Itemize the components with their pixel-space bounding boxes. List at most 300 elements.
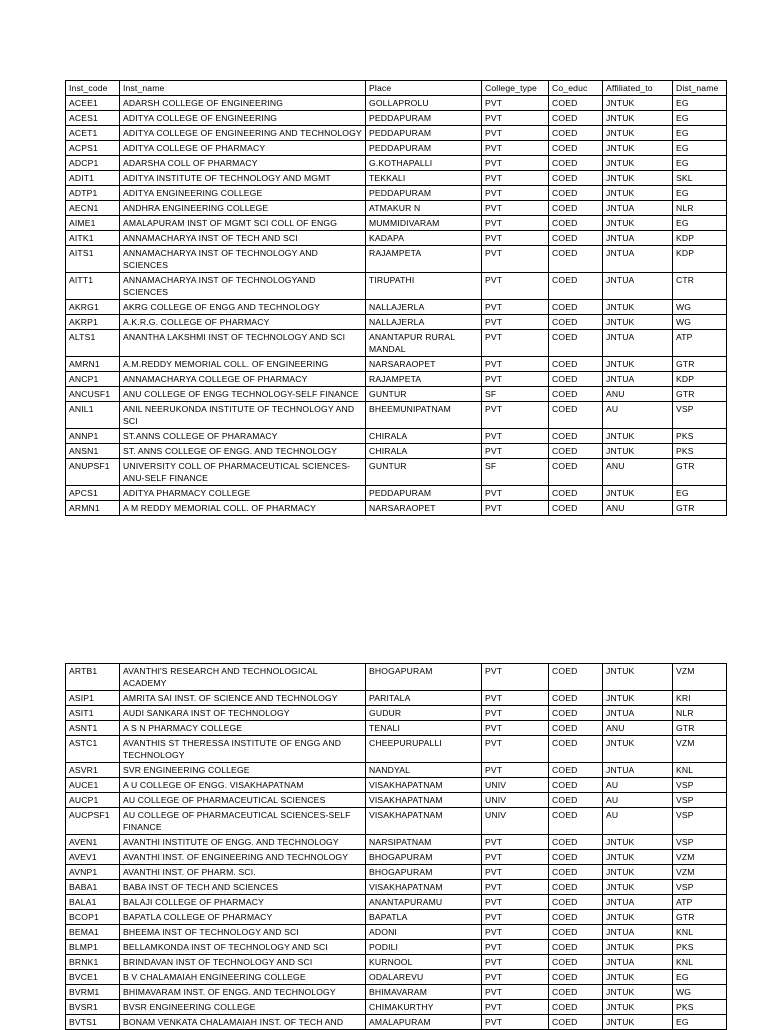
table-row (66, 835, 727, 850)
cell-place: VISAKHAPATNAM (366, 793, 482, 808)
header-college-type: College_type (482, 81, 549, 96)
cell-inst-code: ACPS1 (66, 141, 120, 156)
cell-co-educ: COED (549, 486, 603, 501)
cell-college-type: PVT (482, 835, 549, 850)
cell-dist-name: EG (673, 1015, 727, 1030)
cell-inst-code: ANCP1 (66, 372, 120, 387)
cell-affiliated-to: JNTUA (603, 246, 673, 273)
cell-affiliated-to: JNTUK (603, 910, 673, 925)
cell-place: CHIMAKURTHY (366, 1000, 482, 1015)
cell-place: PEDDAPURAM (366, 111, 482, 126)
cell-affiliated-to: JNTUK (603, 736, 673, 763)
cell-co-educ: COED (549, 186, 603, 201)
cell-inst-name: A.K.R.G. COLLEGE OF PHARMACY (120, 315, 366, 330)
cell-inst-name: ADITYA INSTITUTE OF TECHNOLOGY AND MGMT (120, 171, 366, 186)
table-row (66, 96, 727, 111)
cell-inst-code: AECN1 (66, 201, 120, 216)
cell-co-educ: COED (549, 444, 603, 459)
cell-inst-code: ASVR1 (66, 763, 120, 778)
cell-college-type: PVT (482, 865, 549, 880)
cell-co-educ: COED (549, 273, 603, 300)
table-row (66, 486, 727, 501)
cell-co-educ: COED (549, 357, 603, 372)
table-row (66, 910, 727, 925)
cell-college-type: PVT (482, 985, 549, 1000)
cell-inst-code: AUCP1 (66, 793, 120, 808)
cell-college-type: PVT (482, 880, 549, 895)
cell-co-educ: COED (549, 985, 603, 1000)
cell-inst-name: B V CHALAMAIAH ENGINEERING COLLEGE (120, 970, 366, 985)
cell-dist-name: VZM (673, 664, 727, 691)
table-row (66, 216, 727, 231)
cell-college-type: PVT (482, 1015, 549, 1030)
cell-place: CHIRALA (366, 429, 482, 444)
cell-inst-name: ANNAMACHARYA COLLEGE OF PHARMACY (120, 372, 366, 387)
table-row (66, 763, 727, 778)
cell-co-educ: COED (549, 315, 603, 330)
cell-place: BAPATLA (366, 910, 482, 925)
cell-affiliated-to: JNTUK (603, 315, 673, 330)
cell-place: BHOGAPURAM (366, 664, 482, 691)
header-inst-name: Inst_name (120, 81, 366, 96)
cell-dist-name: WG (673, 300, 727, 315)
cell-place: CHIRALA (366, 444, 482, 459)
cell-college-type: PVT (482, 246, 549, 273)
cell-inst-name: BHEEMA INST OF TECHNOLOGY AND SCI (120, 925, 366, 940)
cell-inst-code: AUCE1 (66, 778, 120, 793)
cell-inst-name: ANU COLLEGE OF ENGG TECHNOLOGY-SELF FINANCE (120, 387, 366, 402)
cell-dist-name: EG (673, 970, 727, 985)
cell-place: RAJAMPETA (366, 246, 482, 273)
cell-place: PEDDAPURAM (366, 186, 482, 201)
cell-college-type: PVT (482, 444, 549, 459)
table-row (66, 111, 727, 126)
cell-inst-name: BELLAMKONDA INST OF TECHNOLOGY AND SCI (120, 940, 366, 955)
cell-co-educ: COED (549, 1015, 603, 1030)
table-row (66, 357, 727, 372)
cell-place: VISAKHAPATNAM (366, 880, 482, 895)
cell-college-type: PVT (482, 910, 549, 925)
cell-college-type: PVT (482, 141, 549, 156)
cell-dist-name: EG (673, 111, 727, 126)
cell-affiliated-to: JNTUK (603, 1015, 673, 1030)
institutions-table-2 (65, 663, 727, 1030)
cell-college-type: PVT (482, 664, 549, 691)
table-row (66, 1015, 727, 1030)
cell-college-type: SF (482, 459, 549, 486)
cell-college-type: PVT (482, 955, 549, 970)
cell-affiliated-to: JNTUA (603, 372, 673, 387)
cell-college-type: PVT (482, 357, 549, 372)
table-row (66, 141, 727, 156)
cell-inst-name: BALAJI COLLEGE OF PHARMACY (120, 895, 366, 910)
cell-co-educ: COED (549, 201, 603, 216)
cell-college-type: PVT (482, 96, 549, 111)
cell-inst-code: AVEV1 (66, 850, 120, 865)
cell-inst-code: ACEE1 (66, 96, 120, 111)
cell-college-type: PVT (482, 111, 549, 126)
cell-inst-code: ASNT1 (66, 721, 120, 736)
cell-co-educ: COED (549, 850, 603, 865)
cell-place: G.KOTHAPALLI (366, 156, 482, 171)
cell-dist-name: GTR (673, 387, 727, 402)
cell-dist-name: NLR (673, 201, 727, 216)
cell-co-educ: COED (549, 126, 603, 141)
cell-inst-name: AVANTHIS ST THERESSA INSTITUTE OF ENGG AND TECHNOLOGY (120, 736, 366, 763)
cell-college-type: PVT (482, 156, 549, 171)
table-row (66, 955, 727, 970)
cell-inst-code: AITT1 (66, 273, 120, 300)
cell-co-educ: COED (549, 880, 603, 895)
cell-affiliated-to: JNTUK (603, 985, 673, 1000)
cell-inst-code: ASTC1 (66, 736, 120, 763)
cell-co-educ: COED (549, 793, 603, 808)
cell-inst-code: AUCPSF1 (66, 808, 120, 835)
cell-inst-code: ANIL1 (66, 402, 120, 429)
cell-affiliated-to: JNTUK (603, 970, 673, 985)
cell-place: AMALAPURAM (366, 1015, 482, 1030)
cell-affiliated-to: JNTUK (603, 850, 673, 865)
table-row (66, 402, 727, 429)
cell-affiliated-to: JNTUK (603, 1000, 673, 1015)
cell-co-educ: COED (549, 970, 603, 985)
cell-affiliated-to: AU (603, 778, 673, 793)
cell-inst-code: BABA1 (66, 880, 120, 895)
cell-dist-name: GTR (673, 501, 727, 516)
cell-college-type: UNIV (482, 778, 549, 793)
cell-co-educ: COED (549, 940, 603, 955)
cell-dist-name: VSP (673, 835, 727, 850)
cell-inst-name: AVANTHI INST. OF PHARM. SCI. (120, 865, 366, 880)
cell-affiliated-to: JNTUK (603, 486, 673, 501)
cell-affiliated-to: JNTUK (603, 111, 673, 126)
cell-affiliated-to: JNTUK (603, 126, 673, 141)
table-row (66, 387, 727, 402)
cell-co-educ: COED (549, 429, 603, 444)
header-affiliated-to: Affiliated_to (603, 81, 673, 96)
cell-co-educ: COED (549, 387, 603, 402)
cell-affiliated-to: JNTUK (603, 300, 673, 315)
cell-co-educ: COED (549, 763, 603, 778)
cell-college-type: PVT (482, 925, 549, 940)
cell-inst-name: ADITYA COLLEGE OF ENGINEERING (120, 111, 366, 126)
cell-dist-name: EG (673, 216, 727, 231)
cell-dist-name: PKS (673, 1000, 727, 1015)
cell-dist-name: KNL (673, 955, 727, 970)
cell-college-type: UNIV (482, 793, 549, 808)
cell-affiliated-to: JNTUK (603, 357, 673, 372)
cell-dist-name: GTR (673, 910, 727, 925)
cell-inst-name: BAPATLA COLLEGE OF PHARMACY (120, 910, 366, 925)
cell-place: NARSARAOPET (366, 501, 482, 516)
cell-inst-name: BABA INST OF TECH AND SCIENCES (120, 880, 366, 895)
cell-inst-name: ADITYA ENGINEERING COLLEGE (120, 186, 366, 201)
cell-place: PEDDAPURAM (366, 126, 482, 141)
cell-inst-name: AMRITA SAI INST. OF SCIENCE AND TECHNOLOGY (120, 691, 366, 706)
cell-co-educ: COED (549, 706, 603, 721)
cell-dist-name: GTR (673, 721, 727, 736)
cell-affiliated-to: JNTUK (603, 444, 673, 459)
cell-college-type: PVT (482, 216, 549, 231)
cell-inst-name: ADARSH COLLEGE OF ENGINEERING (120, 96, 366, 111)
table-row (66, 664, 727, 691)
cell-place: PARITALA (366, 691, 482, 706)
cell-college-type: PVT (482, 691, 549, 706)
cell-college-type: UNIV (482, 808, 549, 835)
cell-affiliated-to: ANU (603, 501, 673, 516)
cell-affiliated-to: JNTUA (603, 895, 673, 910)
institutions-table-1 (65, 80, 727, 516)
cell-inst-code: AVEN1 (66, 835, 120, 850)
cell-affiliated-to: JNTUA (603, 955, 673, 970)
cell-college-type: PVT (482, 126, 549, 141)
table-row (66, 793, 727, 808)
cell-college-type: PVT (482, 501, 549, 516)
cell-dist-name: GTR (673, 459, 727, 486)
cell-dist-name: ATP (673, 895, 727, 910)
cell-inst-name: ANNAMACHARYA INST OF TECHNOLOGY AND SCIENCES (120, 246, 366, 273)
cell-inst-name: AVANTHI INSTITUTE OF ENGG. AND TECHNOLOGY (120, 835, 366, 850)
table-row (66, 970, 727, 985)
cell-co-educ: COED (549, 156, 603, 171)
cell-co-educ: COED (549, 664, 603, 691)
cell-place: GUDUR (366, 706, 482, 721)
cell-dist-name: VZM (673, 850, 727, 865)
cell-inst-code: ADCP1 (66, 156, 120, 171)
cell-inst-name: BRINDAVAN INST OF TECHNOLOGY AND SCI (120, 955, 366, 970)
cell-college-type: PVT (482, 330, 549, 357)
cell-affiliated-to: JNTUA (603, 763, 673, 778)
cell-inst-name: AVANTHI INST. OF ENGINEERING AND TECHNOLOGY (120, 850, 366, 865)
cell-co-educ: COED (549, 459, 603, 486)
cell-co-educ: COED (549, 925, 603, 940)
cell-place: ODALAREVU (366, 970, 482, 985)
cell-place: TENALI (366, 721, 482, 736)
cell-dist-name: VSP (673, 793, 727, 808)
table-row (66, 865, 727, 880)
cell-college-type: PVT (482, 372, 549, 387)
cell-college-type: PVT (482, 850, 549, 865)
table-row (66, 126, 727, 141)
cell-co-educ: COED (549, 955, 603, 970)
cell-affiliated-to: JNTUA (603, 201, 673, 216)
table-row (66, 985, 727, 1000)
table-row (66, 156, 727, 171)
cell-affiliated-to: JNTUK (603, 141, 673, 156)
cell-co-educ: COED (549, 300, 603, 315)
cell-inst-name: ANNAMACHARYA INST OF TECHNOLOGYAND SCIENCES (120, 273, 366, 300)
cell-place: ANANTAPUR RURAL MANDAL (366, 330, 482, 357)
table-row (66, 372, 727, 387)
cell-affiliated-to: JNTUA (603, 925, 673, 940)
cell-place: BHOGAPURAM (366, 850, 482, 865)
cell-affiliated-to: AU (603, 402, 673, 429)
cell-inst-name: ADITYA COLLEGE OF ENGINEERING AND TECHNOLOGY (120, 126, 366, 141)
cell-dist-name: CTR (673, 273, 727, 300)
cell-inst-name: ADITYA COLLEGE OF PHARMACY (120, 141, 366, 156)
cell-affiliated-to: JNTUK (603, 880, 673, 895)
cell-co-educ: COED (549, 372, 603, 387)
cell-place: GOLLAPROLU (366, 96, 482, 111)
table-row (66, 444, 727, 459)
table-row (66, 880, 727, 895)
cell-dist-name: EG (673, 156, 727, 171)
table-row (66, 895, 727, 910)
table-row (66, 246, 727, 273)
cell-inst-code: BEMA1 (66, 925, 120, 940)
cell-affiliated-to: ANU (603, 387, 673, 402)
cell-dist-name: VSP (673, 880, 727, 895)
cell-inst-code: BVSR1 (66, 1000, 120, 1015)
cell-dist-name: VSP (673, 402, 727, 429)
cell-affiliated-to: JNTUK (603, 664, 673, 691)
cell-affiliated-to: JNTUK (603, 96, 673, 111)
cell-dist-name: PKS (673, 940, 727, 955)
table-row (66, 273, 727, 300)
cell-college-type: PVT (482, 201, 549, 216)
cell-place: PEDDAPURAM (366, 141, 482, 156)
cell-inst-name: ST.ANNS COLLEGE OF PHARAMACY (120, 429, 366, 444)
cell-co-educ: COED (549, 330, 603, 357)
cell-inst-code: ANNP1 (66, 429, 120, 444)
cell-co-educ: COED (549, 111, 603, 126)
cell-co-educ: COED (549, 835, 603, 850)
cell-co-educ: COED (549, 736, 603, 763)
cell-place: GUNTUR (366, 387, 482, 402)
cell-dist-name: KDP (673, 372, 727, 387)
cell-inst-name: A.M.REDDY MEMORIAL COLL. OF ENGINEERING (120, 357, 366, 372)
cell-dist-name: GTR (673, 357, 727, 372)
cell-place: VISAKHAPATNAM (366, 808, 482, 835)
cell-inst-name: ST. ANNS COLLEGE OF ENGG. AND TECHNOLOGY (120, 444, 366, 459)
table-row (66, 1000, 727, 1015)
cell-co-educ: COED (549, 895, 603, 910)
cell-inst-code: BVCE1 (66, 970, 120, 985)
cell-inst-name: AKRG COLLEGE OF ENGG AND TECHNOLOGY (120, 300, 366, 315)
cell-inst-code: ARMN1 (66, 501, 120, 516)
cell-dist-name: KNL (673, 925, 727, 940)
cell-affiliated-to: ANU (603, 459, 673, 486)
cell-inst-name: AVANTHI'S RESEARCH AND TECHNOLOGICAL ACADEMY (120, 664, 366, 691)
cell-affiliated-to: JNTUK (603, 691, 673, 706)
cell-place: RAJAMPETA (366, 372, 482, 387)
cell-affiliated-to: JNTUK (603, 835, 673, 850)
table-row (66, 300, 727, 315)
cell-place: VISAKHAPATNAM (366, 778, 482, 793)
cell-dist-name: VSP (673, 778, 727, 793)
cell-dist-name: VSP (673, 808, 727, 835)
cell-co-educ: COED (549, 1000, 603, 1015)
cell-inst-name: BONAM VENKATA CHALAMAIAH INST. OF TECH AND (120, 1015, 366, 1030)
cell-affiliated-to: JNTUA (603, 231, 673, 246)
cell-inst-name: AMALAPURAM INST OF MGMT SCI COLL OF ENGG (120, 216, 366, 231)
cell-dist-name: KDP (673, 231, 727, 246)
cell-co-educ: COED (549, 216, 603, 231)
header-inst-code: Inst_code (66, 81, 120, 96)
cell-affiliated-to: ANU (603, 721, 673, 736)
cell-affiliated-to: JNTUA (603, 706, 673, 721)
header-dist-name: Dist_name (673, 81, 727, 96)
cell-college-type: PVT (482, 231, 549, 246)
cell-place: TIRUPATHI (366, 273, 482, 300)
cell-place: ANANTAPURAMU (366, 895, 482, 910)
header-co-educ: Co_educ (549, 81, 603, 96)
cell-dist-name: WG (673, 985, 727, 1000)
table-row (66, 315, 727, 330)
cell-dist-name: EG (673, 486, 727, 501)
cell-place: ATMAKUR N (366, 201, 482, 216)
table-row (66, 808, 727, 835)
cell-inst-name: BVSR ENGINEERING COLLEGE (120, 1000, 366, 1015)
table-row (66, 778, 727, 793)
header-place: Place (366, 81, 482, 96)
cell-place: NALLAJERLA (366, 315, 482, 330)
cell-dist-name: VZM (673, 865, 727, 880)
cell-dist-name: PKS (673, 429, 727, 444)
cell-inst-name: A M REDDY MEMORIAL COLL. OF PHARMACY (120, 501, 366, 516)
table-row (66, 691, 727, 706)
cell-affiliated-to: JNTUA (603, 330, 673, 357)
table-row (66, 736, 727, 763)
cell-place: BHIMAVARAM (366, 985, 482, 1000)
cell-inst-code: ASIP1 (66, 691, 120, 706)
cell-inst-code: AITK1 (66, 231, 120, 246)
cell-dist-name: VZM (673, 736, 727, 763)
cell-affiliated-to: JNTUK (603, 186, 673, 201)
cell-place: CHEEPURUPALLI (366, 736, 482, 763)
cell-college-type: PVT (482, 1000, 549, 1015)
cell-inst-code: BVRM1 (66, 985, 120, 1000)
cell-affiliated-to: AU (603, 793, 673, 808)
cell-affiliated-to: JNTUK (603, 216, 673, 231)
cell-inst-code: ASIT1 (66, 706, 120, 721)
cell-co-educ: COED (549, 691, 603, 706)
cell-affiliated-to: JNTUK (603, 156, 673, 171)
cell-inst-code: BVTS1 (66, 1015, 120, 1030)
cell-inst-code: AITS1 (66, 246, 120, 273)
table-row (66, 721, 727, 736)
cell-inst-code: ANSN1 (66, 444, 120, 459)
cell-inst-code: ACES1 (66, 111, 120, 126)
table-row (66, 429, 727, 444)
cell-inst-name: BHIMAVARAM INST. OF ENGG. AND TECHNOLOGY (120, 985, 366, 1000)
cell-inst-name: AUDI SANKARA INST OF TECHNOLOGY (120, 706, 366, 721)
cell-inst-code: BLMP1 (66, 940, 120, 955)
cell-dist-name: NLR (673, 706, 727, 721)
cell-dist-name: EG (673, 186, 727, 201)
cell-college-type: SF (482, 387, 549, 402)
cell-dist-name: KDP (673, 246, 727, 273)
cell-place: KURNOOL (366, 955, 482, 970)
cell-inst-code: APCS1 (66, 486, 120, 501)
cell-dist-name: ATP (673, 330, 727, 357)
cell-co-educ: COED (549, 910, 603, 925)
cell-dist-name: PKS (673, 444, 727, 459)
cell-inst-name: SVR ENGINEERING COLLEGE (120, 763, 366, 778)
table-row (66, 171, 727, 186)
cell-place: ADONI (366, 925, 482, 940)
table-row (66, 330, 727, 357)
cell-dist-name: EG (673, 141, 727, 156)
cell-college-type: PVT (482, 895, 549, 910)
cell-place: TEKKALI (366, 171, 482, 186)
cell-place: NALLAJERLA (366, 300, 482, 315)
cell-inst-code: BALA1 (66, 895, 120, 910)
cell-college-type: PVT (482, 186, 549, 201)
cell-inst-name: UNIVERSITY COLL OF PHARMACEUTICAL SCIENCES-ANU-SELF FINANCE (120, 459, 366, 486)
table-row (66, 706, 727, 721)
cell-co-educ: COED (549, 402, 603, 429)
